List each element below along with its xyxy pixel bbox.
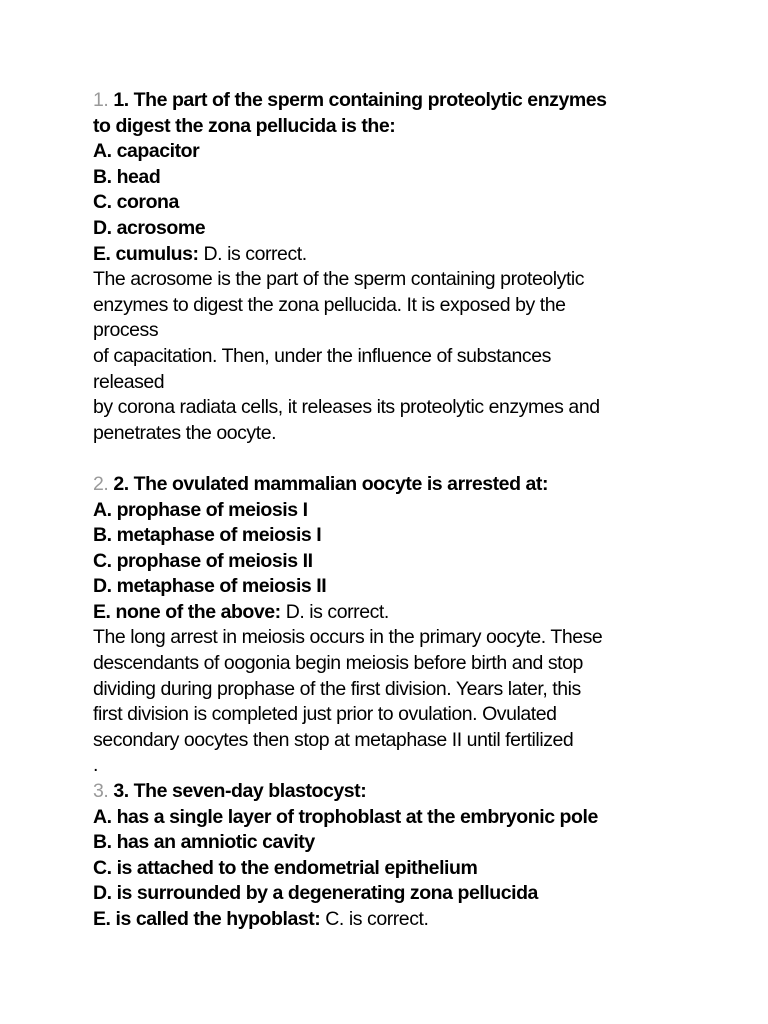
answer-option-c: C. corona (93, 191, 179, 214)
explanation-line: . (93, 754, 98, 777)
spacer (93, 446, 733, 472)
question-number: 2. (93, 472, 109, 495)
explanation-line: The long arrest in meiosis occurs in the primary oocyte. These (93, 626, 603, 649)
answer-line (93, 907, 733, 933)
answer-option-c: C. is attached to the endometrial epithelium (93, 856, 478, 879)
question-number: 1. (93, 89, 109, 111)
question-stem: to digest the zona pellucida is the: (93, 114, 396, 137)
answer-option-b: B. head (93, 165, 161, 188)
question-number: 3. (93, 780, 109, 803)
answer-option-b: B. has an amniotic cavity (93, 831, 315, 854)
answer-option-d: D. metaphase of meiosis II (93, 575, 327, 598)
question-stem-line (93, 779, 733, 805)
answer-option-a: A. prophase of meiosis I (93, 498, 308, 521)
correct-answer: C. is correct. (325, 908, 429, 930)
question-stem-line (93, 472, 733, 498)
question-stem: 2. The ovulated mammalian oocyte is arrested at: (113, 472, 548, 495)
explanation-line: penetrates the oocyte. (93, 421, 277, 444)
document-page (93, 88, 733, 933)
answer-line (93, 600, 733, 626)
answer-option-c: C. prophase of meiosis II (93, 549, 313, 572)
question-stem-line (93, 88, 733, 114)
answer-option-e: E. none of the above: (93, 600, 281, 623)
answer-line (93, 242, 733, 268)
answer-option-e: E. is called the hypoblast: (93, 908, 321, 930)
explanation-line: descendants of oogonia begin meiosis before birth and stop (93, 652, 583, 675)
explanation-line: The acrosome is the part of the sperm containing proteolytic (93, 268, 585, 291)
answer-option-d: D. is surrounded by a degenerating zona pellucida (93, 882, 538, 905)
explanation-line: of capacitation. Then, under the influence of substances (93, 344, 551, 367)
answer-option-e: E. cumulus: (93, 242, 199, 265)
explanation-line: secondary oocytes then stop at metaphase II until fertilized (93, 728, 574, 751)
answer-option-a: A. has a single layer of trophoblast at the embryonic pole (93, 805, 598, 828)
answer-option-b: B. metaphase of meiosis I (93, 524, 322, 547)
explanation-line: process (93, 319, 159, 342)
answer-option-a: A. capacitor (93, 140, 200, 163)
question-stem: 1. The part of the sperm containing proteolytic enzymes (113, 89, 607, 111)
explanation-line: enzymes to digest the zona pellucida. It is exposed by the (93, 293, 566, 316)
explanation-line: first division is completed just prior to ovulation. Ovulated (93, 703, 557, 726)
explanation-line: released (93, 370, 165, 393)
question-1 (93, 88, 733, 446)
question-stem: 3. The seven-day blastocyst: (113, 780, 367, 803)
explanation-line: dividing during prophase of the first division. Years later, this (93, 677, 581, 700)
explanation-line: by corona radiata cells, it releases its proteolytic enzymes and (93, 396, 600, 419)
answer-option-d: D. acrosome (93, 216, 206, 239)
question-3 (93, 779, 733, 933)
correct-answer: D. is correct. (203, 242, 307, 265)
question-2 (93, 472, 733, 779)
correct-answer: D. is correct. (285, 600, 389, 623)
